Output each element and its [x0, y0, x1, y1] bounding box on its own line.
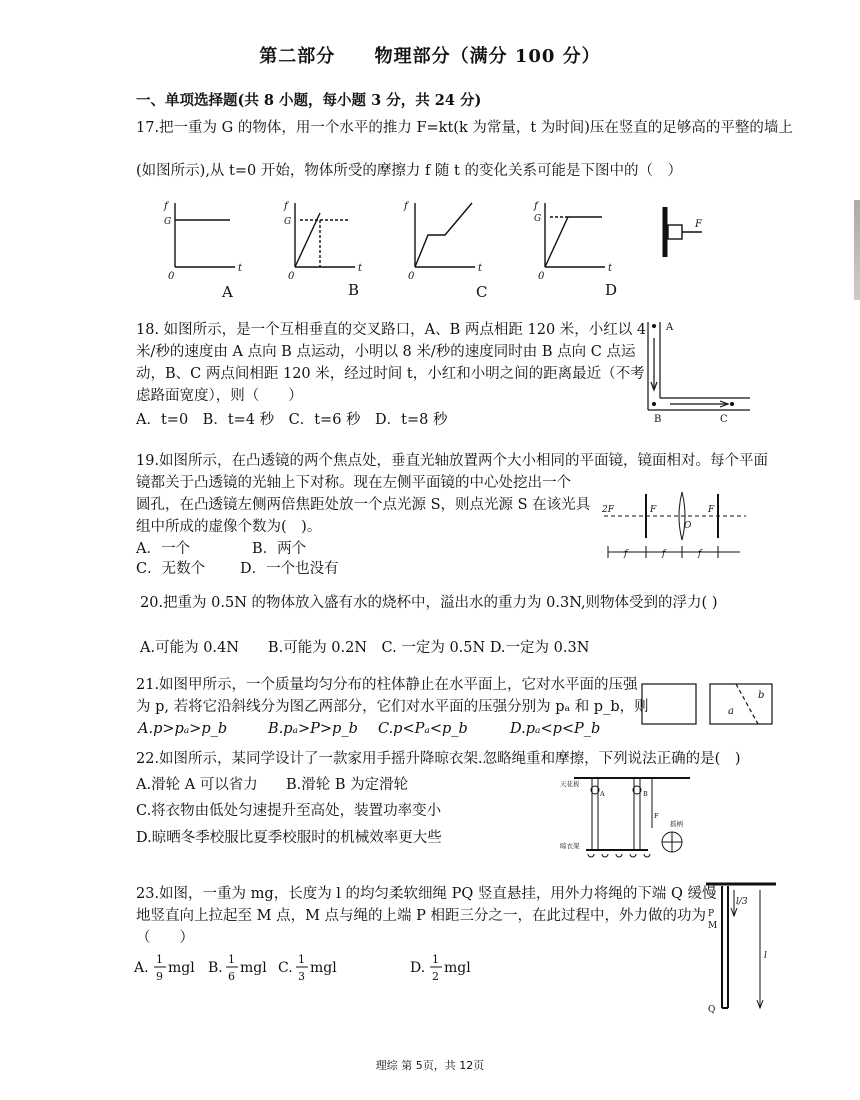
q19-line4: 组中所成的虚像个数为( )。: [136, 519, 322, 535]
q17-option-c: C: [476, 283, 488, 301]
q19-label-f: F: [650, 505, 657, 515]
q17-force-label: F: [695, 219, 702, 230]
q17-axis-t: t: [478, 263, 483, 274]
q17-axis-t: t: [608, 263, 613, 274]
q21-option-c: C.p<Pₐ<p_b: [378, 721, 468, 737]
q19-option-b: B．两个: [252, 541, 307, 557]
page-title: [0, 42, 860, 68]
q17-label-g: G: [534, 214, 542, 224]
q21-option-b: B.pₐ>P>p_b: [268, 721, 358, 737]
q17-option-b: B: [348, 281, 360, 299]
q19-label-o: O: [684, 521, 692, 531]
q22-diagram: [560, 772, 695, 864]
q17-option-d: D: [605, 281, 618, 299]
q21-option-a: A.p>pₐ>p_b: [138, 721, 228, 737]
q22-label-b: B: [643, 790, 648, 798]
q17-line2: (如图所示),从 t=0 开始，物体所受的摩擦力 f 随 t 的变化关系可能是下图中的（ ）: [136, 163, 682, 179]
q19-option-c: C．无数个: [136, 561, 206, 577]
section-heading: 一、单项选择题(共 8 小题，每小题 3 分，共 24 分): [136, 92, 482, 109]
q23-option-a-num: 1: [156, 953, 163, 966]
subject-label: 物理部分（满分 100 分）: [374, 46, 601, 67]
q17-axis-f: f: [164, 201, 168, 212]
q21-line1: 21.如图甲所示，一个质量均匀分布的柱体静止在水平面上，它对水平面的压强: [136, 677, 638, 693]
q17-origin: 0: [408, 271, 415, 282]
q20-line1: 20.把重为 0.5N 的物体放入盛有水的烧杯中，溢出水的重力为 0.3N,则物体受到的浮力( ): [140, 595, 718, 611]
q23-option-c-prefix: C.: [278, 960, 293, 976]
q18-label-c: C: [720, 414, 728, 425]
page-footer: 理综 第 5页，共 12页: [375, 1059, 485, 1072]
q22-label-ceiling: 天花板: [560, 780, 580, 788]
q18-line2: 米/秒的速度由 A 点向 B 点运动，小明以 8 米/秒的速度同时由 B 点向 C 点运: [136, 344, 636, 360]
q22-label-rack: 晾衣架: [560, 842, 580, 850]
q23-line1: 23.如图，一重为 mg，长度为 l 的均匀柔软细绳 PQ 竖直悬挂，用外力将绳的下端 Q 缓慢: [136, 886, 717, 902]
q17-axis-t: t: [358, 263, 363, 274]
q18-line4: 虑路面宽度），则（ ）: [136, 388, 303, 404]
q21-label-a: a: [728, 706, 734, 717]
q22-option-d: D.晾晒冬季校服比夏季校服时的机械效率更大些: [136, 830, 442, 846]
q23-option-b-suffix: mgl: [240, 960, 267, 976]
q17-origin: 0: [288, 271, 295, 282]
q22-line1: 22.如图所示，某同学设计了一款家用手摇升降晾衣架.忽略绳重和摩擦，下列说法正确的是( ): [136, 751, 741, 767]
q19-label-f: F: [708, 505, 715, 515]
q21-option-d: D.pₐ<p<P_b: [510, 721, 601, 737]
page-edge-shadow: [854, 200, 860, 300]
q18-diagram: [640, 318, 760, 428]
q21-line2: 为 p, 若将它沿斜线分为图乙两部分，它们对水平面的压强分别为 pₐ 和 p_b，则: [136, 699, 649, 715]
q23-option-c-den: 3: [298, 970, 305, 983]
q23-option-d-prefix: D.: [410, 960, 426, 976]
q22-option-c: C.将衣物由低处匀速提升至高处，装置功率变小: [136, 803, 442, 819]
q19-line1: 19.如图所示，在凸透镜的两个焦点处，垂直光轴放置两个大小相同的平面镜，镜面相对。每个平面: [136, 453, 769, 469]
q22-option-b: B.滑轮 B 为定滑轮: [286, 777, 409, 793]
q23-option-b-prefix: B.: [208, 960, 223, 976]
q23-option-d-den: 2: [432, 970, 439, 983]
q19-label-fs: f: [662, 549, 666, 559]
q19-label-fs: f: [624, 549, 628, 559]
q18-line1: 18. 如图所示，是一个互相垂直的交叉路口，A、B 两点相距 120 米，小红以 4: [136, 322, 647, 338]
q17-axis-t: t: [238, 263, 243, 274]
q23-option-a-prefix: A.: [134, 960, 149, 976]
q17-line1: 17.把一重为 G 的物体，用一个水平的推力 F=kt(k 为常量，t 为时间)压在竖直的足够高的平整的墙上: [136, 120, 793, 136]
q17-origin: 0: [538, 271, 545, 282]
q17-label-g: G: [164, 217, 172, 227]
q23-label-l: l: [764, 951, 767, 961]
q18-label-a: A: [666, 322, 674, 333]
q17-origin: 0: [168, 271, 175, 282]
q18-label-b: B: [654, 414, 662, 425]
q23-option-b-den: 6: [228, 970, 235, 983]
q17-graphs: [150, 195, 720, 305]
q19-line3: 圆孔，在凸透镜左侧两倍焦距处放一个点光源 S，则点光源 S 在该光具: [136, 497, 591, 513]
q21-label-b: b: [758, 690, 765, 701]
q20-options: A.可能为 0.4N B.可能为 0.2N C. 一定为 0.5N D.一定为 0.3N: [140, 640, 590, 656]
q23-option-c-suffix: mgl: [310, 960, 337, 976]
q23-option-d-num: 1: [432, 953, 439, 966]
q17-axis-f: f: [534, 201, 538, 212]
q23-diagram: [700, 878, 780, 1018]
q23-options: [134, 950, 494, 986]
q17-axis-f: f: [284, 201, 288, 212]
q19-option-d: D．一个也没有: [240, 561, 339, 577]
q21-diagram: [640, 682, 780, 728]
q18-line3: 动，B、C 两点间相距 120 米，经过时间 t，小红和小明之间的距离最近（不考: [136, 366, 645, 382]
q23-label-l3: l/3: [736, 897, 748, 907]
part-label: 第二部分: [259, 46, 336, 67]
q23-option-b-num: 1: [228, 953, 235, 966]
q18-options: A．t=0 B．t=4 秒 C．t=6 秒 D．t=8 秒: [136, 412, 448, 428]
q17-label-g: G: [284, 217, 292, 227]
q19-label-fs: f: [698, 549, 702, 559]
q23-option-c-num: 1: [298, 953, 305, 966]
q23-label-p: P: [708, 909, 715, 919]
q19-label-2f: 2F: [602, 505, 614, 515]
q17-option-a: A: [222, 283, 233, 301]
q23-line3: （ ）: [136, 930, 194, 946]
q17-axis-f: f: [404, 201, 408, 212]
q22-label-a: A: [600, 790, 605, 798]
q22-label-f: F: [654, 812, 659, 820]
q19-line2: 镜都关于凸透镜的光轴上下对称。现在左侧平面镜的中心处挖出一个: [136, 475, 571, 491]
q23-option-d-suffix: mgl: [444, 960, 471, 976]
q23-line2: 地竖直向上拉起至 M 点，M 点与绳的上端 P 相距三分之一，在此过程中，外力做的功为: [136, 908, 706, 924]
q22-label-handle: 摇柄: [670, 820, 683, 828]
q19-option-a: A．一个: [136, 541, 190, 557]
q23-label-q: Q: [708, 1005, 716, 1015]
q22-option-a: A.滑轮 A 可以省力: [136, 777, 258, 793]
q23-option-a-den: 9: [156, 970, 163, 983]
q23-label-m: M: [708, 921, 718, 931]
q23-option-a-suffix: mgl: [168, 960, 195, 976]
q19-diagram: [600, 490, 750, 570]
